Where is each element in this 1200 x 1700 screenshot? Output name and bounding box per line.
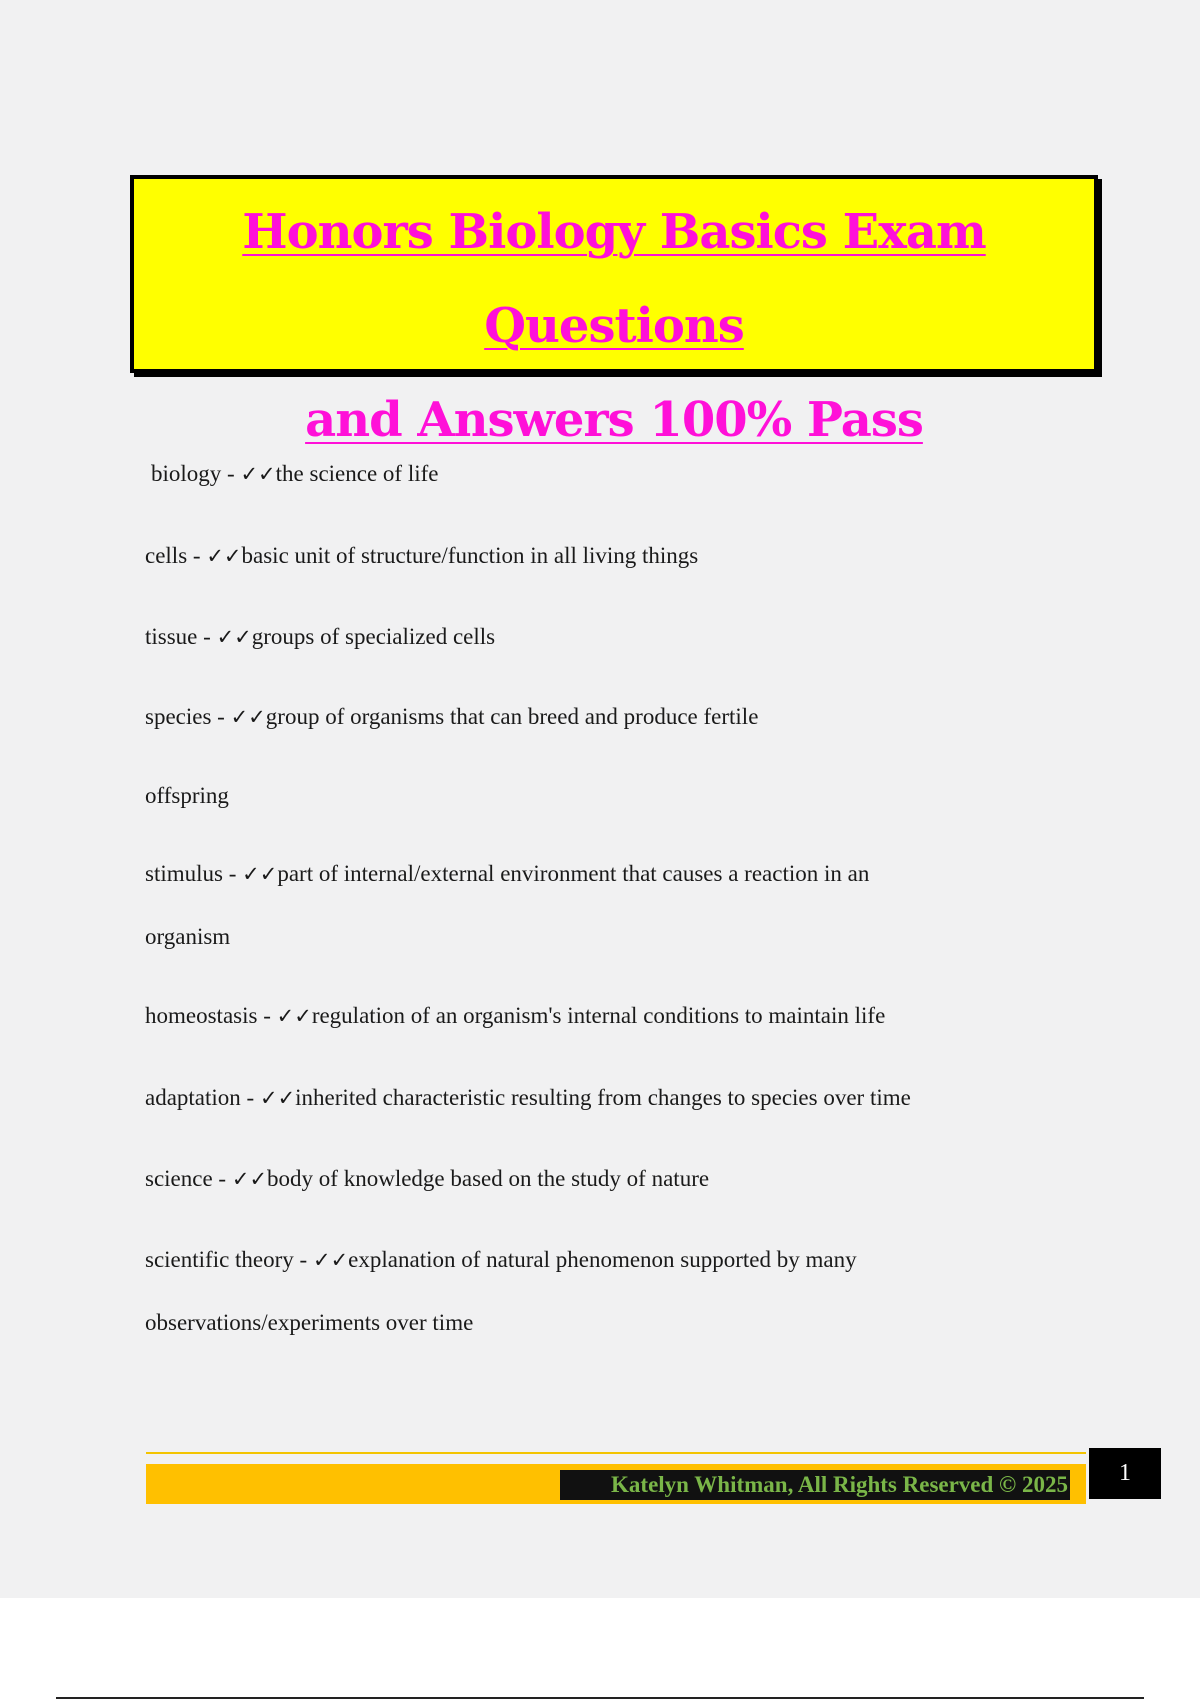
qa-item-scientific-theory: scientific theory - ✓✓explanation of natural phenomenon supported by many (145, 1247, 857, 1272)
double-check-icon: ✓✓ (276, 1004, 312, 1028)
qa-item-tissue: tissue - ✓✓groups of specialized cells (145, 624, 496, 649)
double-check-icon: ✓✓ (216, 625, 252, 649)
double-check-icon: ✓✓ (206, 544, 242, 568)
footer-copyright: Katelyn Whitman, All Rights Reserved © 2025 (560, 1470, 1070, 1500)
double-check-icon: ✓✓ (259, 1086, 296, 1110)
qa-item-stimulus-continuation: organism (145, 924, 231, 949)
qa-item-science: science - ✓✓body of knowledge based on the study of nature (145, 1166, 710, 1191)
title-line-1: Honors Biology Basics Exam Questions (242, 204, 986, 354)
qa-item-stimulus: stimulus - ✓✓part of internal/external environment that causes a reaction in an (145, 861, 870, 886)
qa-item-scientific-theory-continuation: observations/experiments over time (145, 1310, 474, 1335)
footer-divider (146, 1452, 1086, 1454)
title-line-2: and Answers 100% Pass (305, 392, 923, 448)
double-check-icon: ✓✓ (230, 705, 266, 729)
qa-item-cells: cells - ✓✓basic unit of structure/function in all living things (145, 543, 699, 568)
qa-item-homeostasis: homeostasis - ✓✓regulation of an organism's internal conditions to maintain life (145, 1003, 886, 1028)
page-number: 1 (1089, 1448, 1161, 1499)
qa-item-species-continuation: offspring (145, 783, 229, 808)
qa-item-biology: biology - ✓✓the science of life (151, 461, 439, 486)
double-check-icon: ✓✓ (312, 1248, 349, 1272)
bottom-rule (56, 1697, 1144, 1699)
title-box (130, 175, 1098, 448)
double-check-icon: ✓✓ (242, 862, 278, 886)
qa-item-adaptation: adaptation - ✓✓inherited characteristic resulting from changes to species over time (145, 1085, 911, 1110)
qa-item-species: species - ✓✓group of organisms that can breed and produce fertile (145, 704, 759, 729)
double-check-icon: ✓✓ (240, 462, 276, 486)
double-check-icon: ✓✓ (231, 1167, 268, 1191)
